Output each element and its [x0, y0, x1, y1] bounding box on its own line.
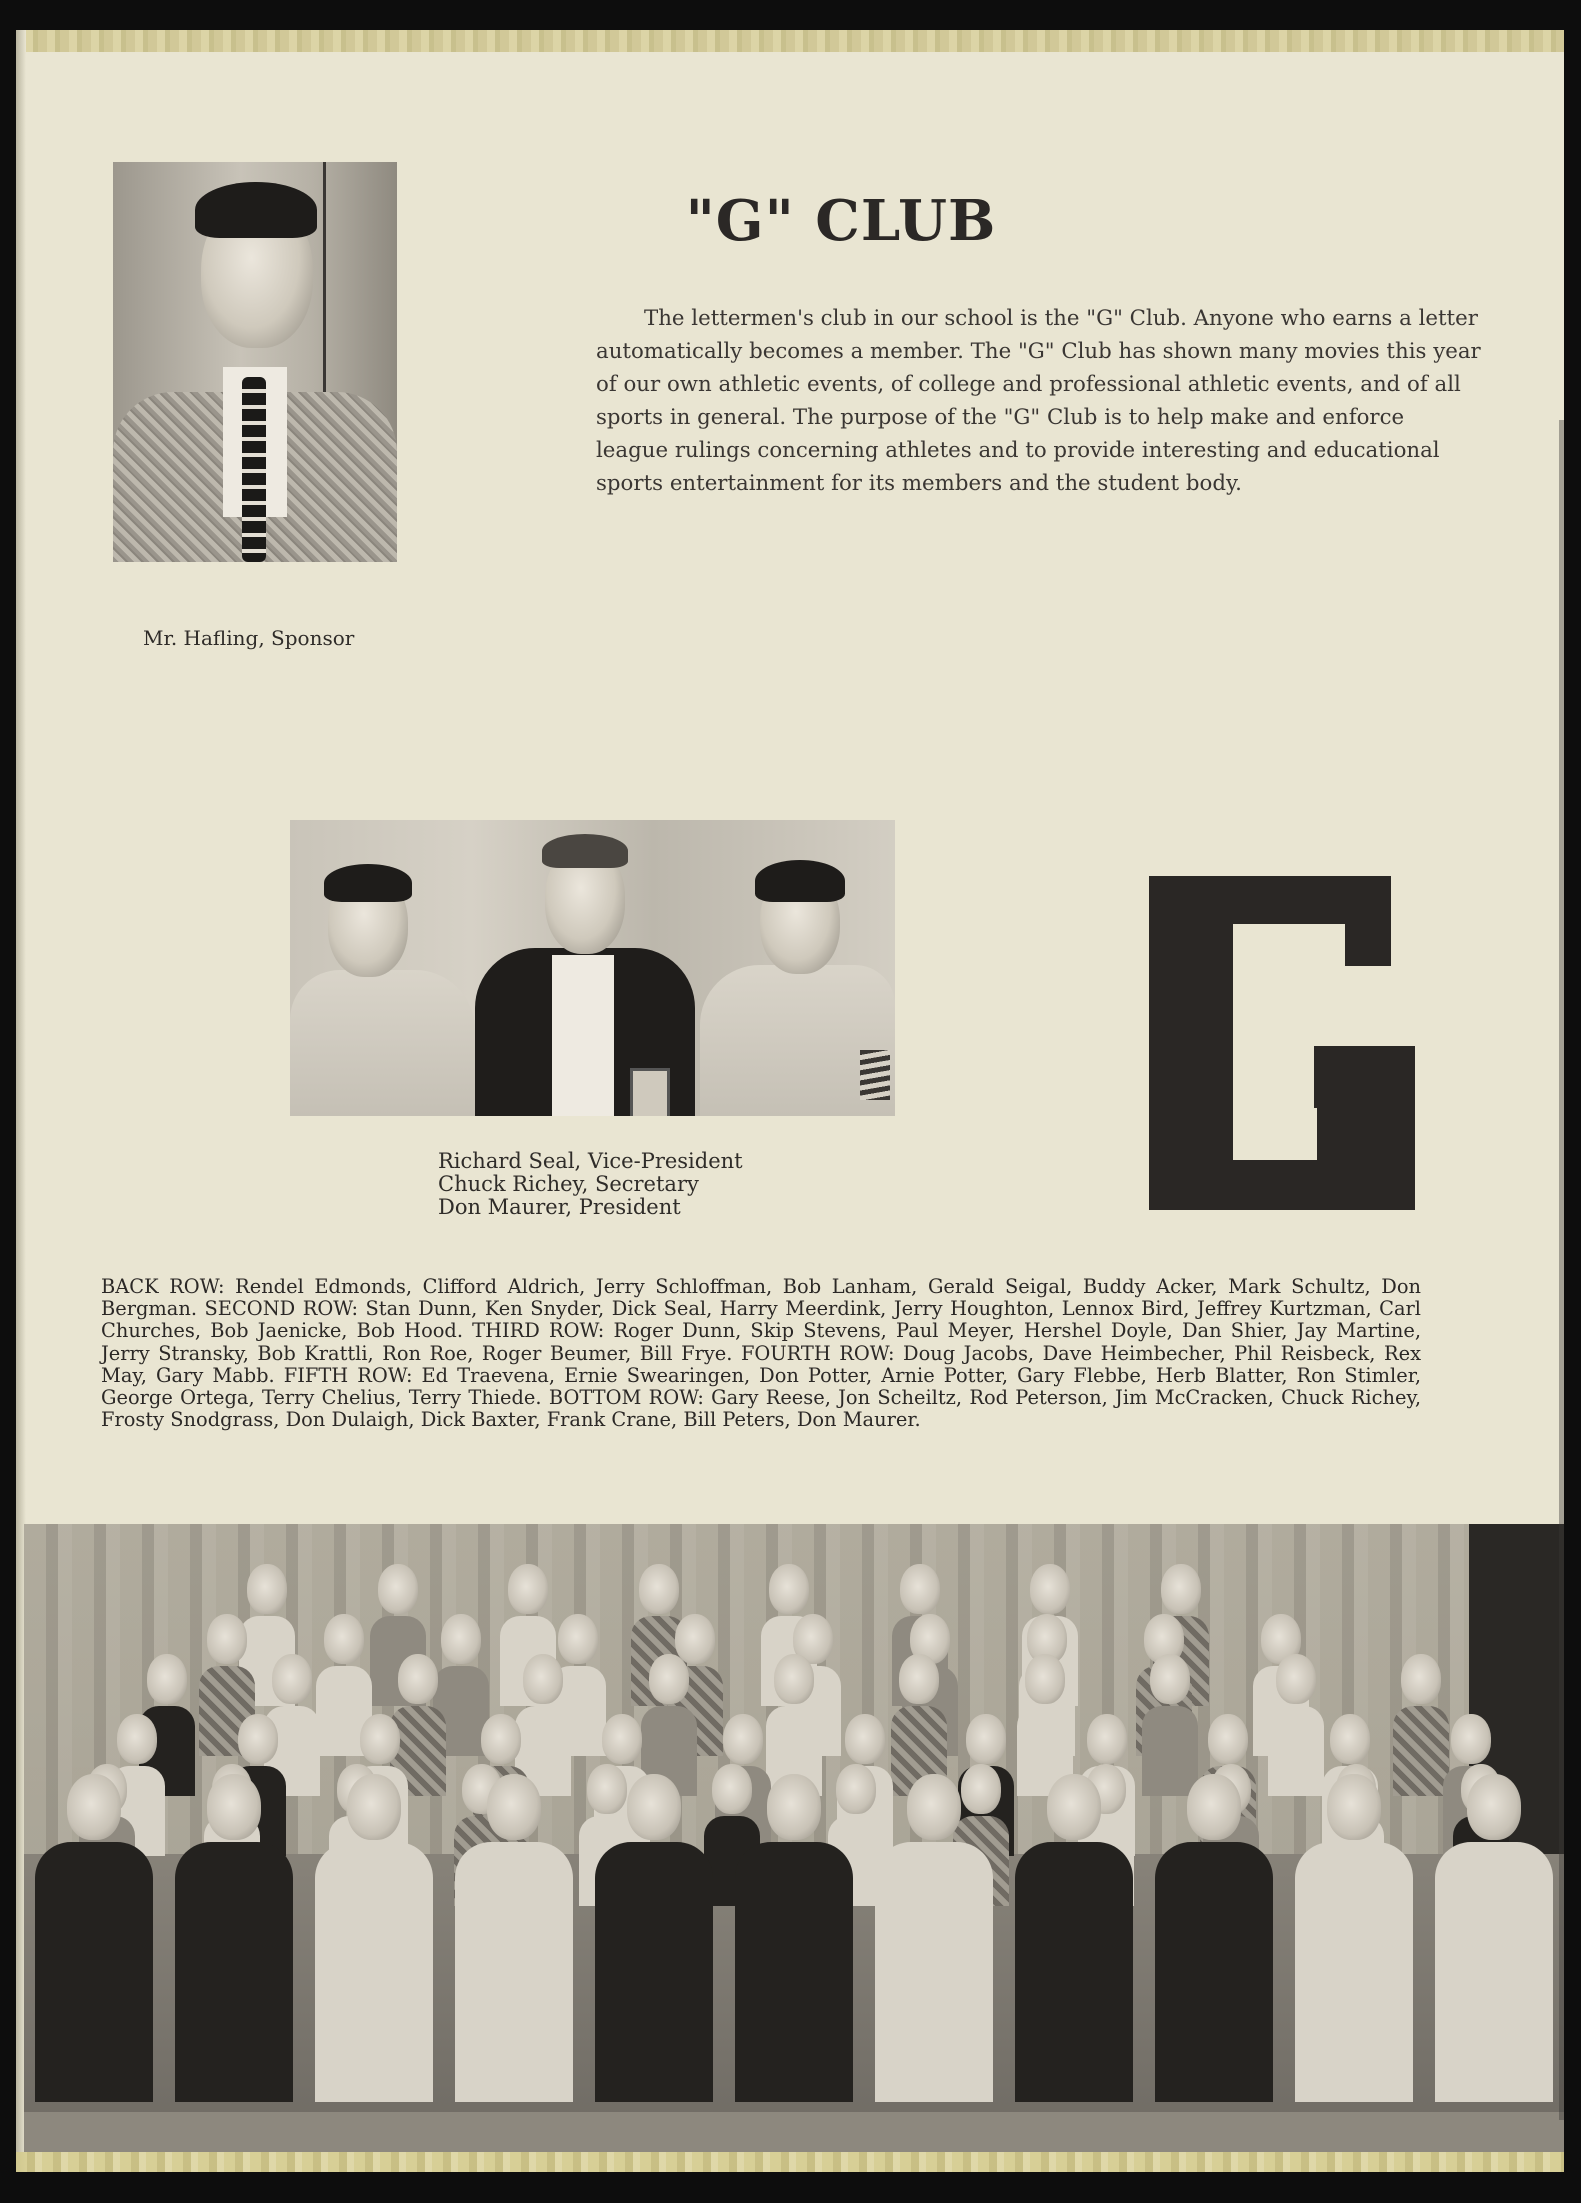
officers-caption: [438, 1150, 743, 1219]
yearbook-page: [16, 30, 1564, 2172]
intro-paragraph: The lettermen's club in our school is the "G" Club. Anyone who earns a letter automatically becomes a member. The "G" Club has shown many movies this year of our own athletic events, of college and professional athletic events, and of all sports in general. The purpose of the "G" Club is to help make and enforce league rulings concerning athletes and to provide interesting and educational sports entertainment for its members and the student body.: [596, 306, 1481, 496]
page-top-edge: [16, 30, 1564, 52]
member-roster: BACK ROW: Rendel Edmonds, Clifford Aldrich, Jerry Schloffman, Bob Lanham, Gerald Seigal, Buddy Acker, Mark Schultz, Don Bergman. SECOND ROW: Stan Dunn, Ken Snyder, Dick Seal, Harry Meerdink, Jerry Houghton, Lennox Bird, Jeffrey Kurtzman, Carl Churches, Bob Jaenicke, Bob Hood. THIRD ROW: Roger Dunn, Skip Stevens, Paul Meyer, Hershel Doyle, Dan Shier, Jay Martine, Jerry Stransky, Bob Krattli, Ron Roe, Roger Beumer, Bill Frye. FOURTH ROW: Doug Jacobs, Dave Heimbecher, Phil Reisbeck, Rex May, Gary Mabb. FIFTH ROW: Ed Traevena, Ernie Swearingen, Don Potter, Arnie Potter, Gary Flebbe, Herb Blatter, Ron Stimler, George Ortega, Terry Chelius, Terry Thiede. BOTTOM ROW: Gary Reese, Jon Scheiltz, Rod Peterson, Jim McCracken, Chuck Richey, Frosty Snodgrass, Don Dulaigh, Dick Baxter, Frank Crane, Bill Peters, Don Maurer.: [101, 1275, 1421, 1432]
officer-vice-president: Richard Seal, Vice-President: [438, 1149, 743, 1173]
officers-photo: [290, 820, 895, 1116]
page-title: "G" CLUB: [685, 188, 997, 254]
sponsor-photo: [113, 162, 397, 562]
group-photo: [24, 1524, 1564, 2152]
page-right-edge: [1559, 420, 1564, 2120]
officer-secretary: Chuck Richey, Secretary: [438, 1172, 699, 1196]
page-bottom-edge: [16, 2152, 1564, 2172]
officer-president: Don Maurer, President: [438, 1195, 681, 1219]
sponsor-caption: Mr. Hafling, Sponsor: [143, 626, 355, 650]
block-letter-g-icon: [1149, 876, 1415, 1210]
